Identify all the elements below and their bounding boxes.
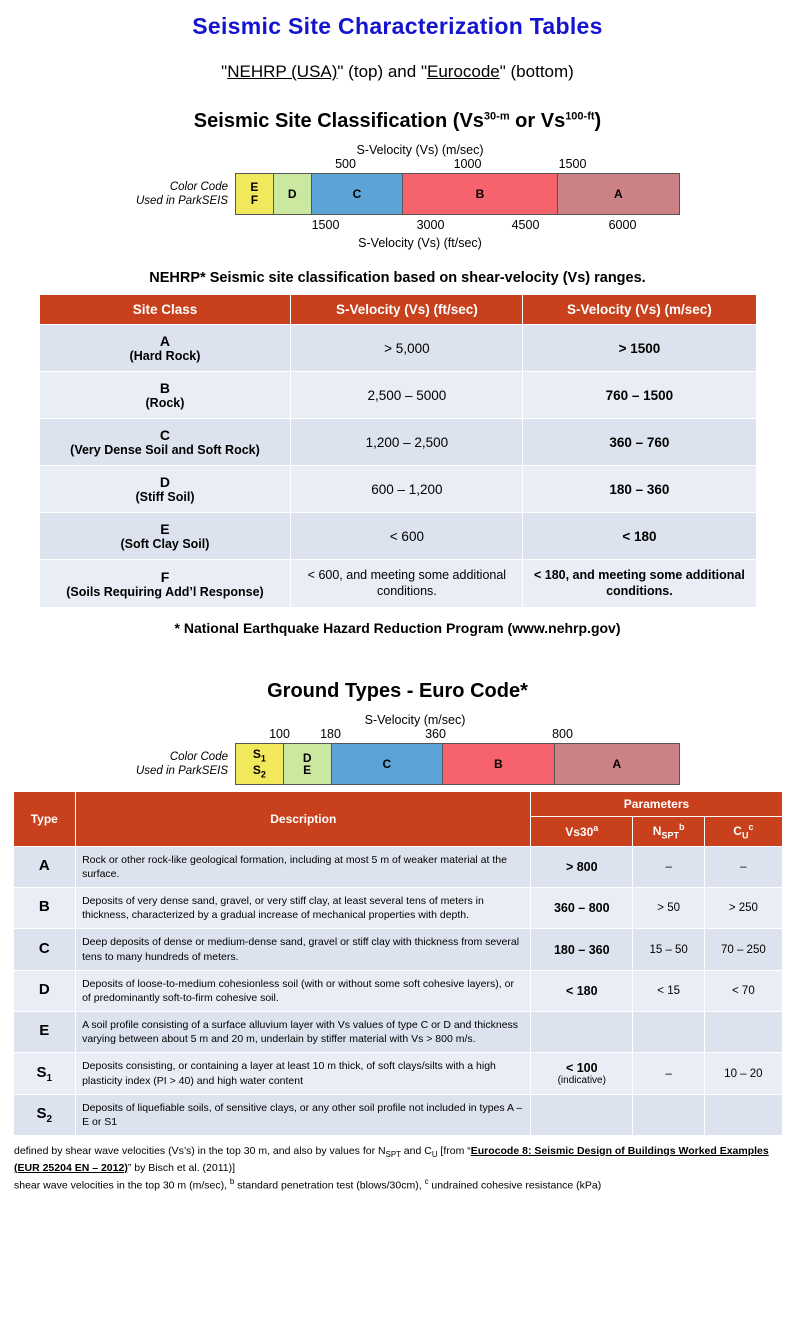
euro-col-nspt: $N_{SPT}^b$ <box>633 817 705 846</box>
nehrp-colorbar <box>48 143 748 250</box>
euro-row-6-type: $S_2$ <box>13 1094 76 1135</box>
nehrp-row-0-ft: > 5,000 <box>291 325 523 372</box>
nehrp-section-title-mid: or Vs <box>509 110 566 132</box>
nehrp-row-0-m: > 1500 <box>523 325 756 372</box>
euro-tick-0: 100 <box>269 727 290 742</box>
nehrp-color-segments <box>235 173 680 215</box>
nehrp-top-ticks <box>233 157 673 173</box>
euro-segment-s1: $S_1$ <box>252 747 266 764</box>
table-row <box>39 325 756 372</box>
nehrp-row-4-class-desc: (Soft Clay Soil) <box>120 537 210 551</box>
table-row <box>13 1094 782 1135</box>
nehrp-row-3-class-letter: D <box>159 474 171 490</box>
euro-segment-e-label: E <box>303 763 312 778</box>
nehrp-section-title-text: Seismic Site Classification (Vs <box>193 110 484 132</box>
document-page <box>0 13 795 1333</box>
nehrp-table <box>39 294 757 608</box>
nehrp-bottom-axis-label: S-Velocity (Vs) (ft/sec) <box>358 236 482 250</box>
nehrp-table-caption: NEHRP* Seismic site classification based on shear-velocity (Vs) ranges. <box>149 270 646 286</box>
nehrp-tick-bot-2: 4500 <box>511 218 540 232</box>
euro-row-4-desc: A soil profile consisting of a surface alluvium layer with Vs values of type C or D and thickness varying between about 5 m and 20 m, underlain by stiffer material with Vs > 800 m/s. <box>76 1012 531 1053</box>
euro-segment-a <box>555 744 679 784</box>
euro-row-5-vs30: < 100 (indicative) <box>531 1053 633 1094</box>
nehrp-row-4-ft: < 600 <box>291 513 523 560</box>
nehrp-segment-d-label: D <box>287 187 297 201</box>
euro-row-4-vs30 <box>531 1012 633 1053</box>
nehrp-row-5-class-desc: (Soils Requiring Add’l Response) <box>66 584 264 599</box>
nehrp-row-5-class <box>39 560 291 608</box>
euro-segment-b-label: B <box>493 757 503 772</box>
euro-colorbar <box>48 713 748 785</box>
nehrp-row-1-m: 760 – 1500 <box>523 372 756 419</box>
euro-note-line-2: shear wave velocities in the top 30 m (m/sec), $^b$ standard penetration test (blows/30cm), $^c$ undrained cohesive resistance (kPa) <box>14 1176 602 1192</box>
euro-header-row-1 <box>13 792 782 817</box>
euro-row-1-vs30: 360 – 800 <box>531 887 633 928</box>
nehrp-colorbar-row <box>48 173 748 215</box>
nehrp-parkseis-label: Used in ParkSEIS <box>135 195 228 207</box>
nehrp-row-3-m: 180 – 360 <box>523 466 756 513</box>
euro-row-0-vs30: > 800 <box>531 846 633 887</box>
nehrp-row-2-ft: 1,200 – 2,500 <box>291 419 523 466</box>
nehrp-section-title-sup1: 30-m <box>483 110 510 123</box>
nehrp-segment-b-label: B <box>475 187 485 201</box>
nehrp-row-4-class <box>39 513 291 560</box>
euro-col-description: Description <box>76 792 531 846</box>
euro-row-1-cu: > 250 <box>705 887 782 928</box>
nehrp-row-3-class <box>39 466 291 513</box>
table-row <box>13 1012 782 1053</box>
euro-col-type: Type <box>13 792 76 846</box>
table-row <box>13 970 782 1011</box>
euro-row-3-desc: Deposits of loose-to-medium cohesionless soil (with or without some soft cohesive layers), or of predominantly soft-to-firm cohesive soil. <box>76 970 531 1011</box>
nehrp-row-5-class-letter: F <box>160 568 170 585</box>
euro-row-3-type: D <box>13 970 76 1011</box>
euro-col-parameters: Parameters <box>531 792 782 817</box>
nehrp-row-2-m: 360 – 760 <box>523 419 756 466</box>
euro-segment-c <box>332 744 444 784</box>
nehrp-tick-top-2: 1500 <box>558 157 587 171</box>
nehrp-segment-a <box>558 174 679 214</box>
nehrp-row-2-class-desc: (Very Dense Soil and Soft Rock) <box>70 443 260 457</box>
euro-segment-a-label: A <box>612 757 622 772</box>
euro-row-1-type: B <box>13 887 76 928</box>
table-row <box>13 887 782 928</box>
nehrp-tick-top-1: 1000 <box>453 157 482 171</box>
euro-table <box>13 791 783 1136</box>
euro-colorcode-label: Color Code <box>169 750 228 763</box>
table-row <box>13 846 782 887</box>
subtitle-link-nehrp[interactable]: NEHRP (USA) <box>227 62 338 81</box>
nehrp-row-3-ft: 600 – 1,200 <box>291 466 523 513</box>
euro-top-ticks <box>233 727 673 743</box>
euro-row-2-type: C <box>13 929 76 970</box>
euro-segment-s2: $S_2$ <box>252 763 266 780</box>
nehrp-section-title <box>0 110 795 133</box>
euro-segment-d-label: D <box>302 750 312 765</box>
euro-tick-1: 180 <box>320 727 341 742</box>
nehrp-row-1-class <box>39 372 291 419</box>
nehrp-segment-c <box>312 174 404 214</box>
nehrp-col-m: S-Velocity (Vs) (m/sec) <box>523 295 756 325</box>
nehrp-row-2-class <box>39 419 291 466</box>
euro-row-6-nspt <box>633 1094 705 1135</box>
nehrp-col-ft: S-Velocity (Vs) (ft/sec) <box>291 295 523 325</box>
euro-row-6-cu <box>705 1094 782 1135</box>
nehrp-row-0-class-desc: (Hard Rock) <box>129 349 201 363</box>
nehrp-colorbar-left-label <box>115 180 235 209</box>
subtitle-quote-close: " (bottom) <box>499 62 574 81</box>
euro-row-5-nspt: – <box>633 1053 705 1094</box>
nehrp-section-title-sup2: 100-ft <box>565 110 595 123</box>
euro-note-line-1: defined by shear wave velocities (Vs’s) in the top 30 m, and also by values for $N_{SPT}$ and $C_U$ [from “Eurocode 8: Seismic Design of Buildings Worked Examples (EUR 25204 EN – 2012)” by Bisch et al. (2011)] <box>14 1145 769 1174</box>
table-row <box>39 466 756 513</box>
nehrp-segment-b <box>403 174 557 214</box>
nehrp-segment-ef <box>236 174 274 214</box>
euro-row-2-vs30: 180 – 360 <box>531 929 633 970</box>
nehrp-top-axis-label: S-Velocity (Vs) (m/sec) <box>356 143 484 157</box>
table-row <box>39 372 756 419</box>
nehrp-segment-ef-label1: E <box>250 180 259 195</box>
euro-section-title: Ground Types - Euro Code* <box>267 680 528 703</box>
nehrp-tick-bot-1: 3000 <box>416 218 445 232</box>
euro-segment-de <box>284 744 332 784</box>
euro-row-5-desc: Deposits consisting, or containing a layer at least 10 m thick, of soft clays/silts with a high plasticity index (PI > 40) and high water content <box>76 1053 531 1094</box>
nehrp-row-0-class-letter: A <box>159 333 171 349</box>
euro-tick-3: 800 <box>552 727 573 742</box>
nehrp-row-1-class-desc: (Rock) <box>145 396 185 410</box>
nehrp-tick-top-0: 500 <box>335 157 356 171</box>
nehrp-segment-d <box>274 174 312 214</box>
euro-parkseis-label: Used in ParkSEIS <box>135 765 228 778</box>
subtitle-quote-open: " <box>221 62 228 81</box>
nehrp-table-header-row <box>39 295 756 325</box>
euro-tick-2: 360 <box>425 727 446 742</box>
euro-col-vs30: Vs30$^a$ <box>531 817 633 846</box>
nehrp-tick-bot-3: 6000 <box>608 218 637 232</box>
euro-row-0-nspt: – <box>633 846 705 887</box>
euro-row-6-vs30 <box>531 1094 633 1135</box>
subtitle-middle: " (top) and " <box>337 62 427 81</box>
euro-bottom-notes <box>14 1144 781 1193</box>
nehrp-section-title-end: ) <box>594 110 602 132</box>
euro-row-0-type: A <box>13 846 76 887</box>
table-row <box>39 419 756 466</box>
nehrp-colorcode-label: Color Code <box>169 180 228 193</box>
euro-row-4-type: E <box>13 1012 76 1053</box>
page-title: Seismic Site Characterization Tables <box>192 13 603 39</box>
nehrp-row-0-class <box>39 325 291 372</box>
euro-colorbar-row <box>48 743 748 785</box>
nehrp-col-site-class: Site Class <box>39 295 291 325</box>
nehrp-row-1-class-letter: B <box>159 380 171 396</box>
euro-row-2-cu: 70 – 250 <box>705 929 782 970</box>
nehrp-row-1-ft: 2,500 – 5000 <box>291 372 523 419</box>
euro-top-axis-label: S-Velocity (m/sec) <box>364 713 466 728</box>
nehrp-row-5-ft: < 600, and meeting some additional conditions. <box>291 560 523 608</box>
table-row <box>13 1053 782 1094</box>
euro-segment-c-label: C <box>382 757 392 772</box>
euro-row-5-type: $S_1$ <box>13 1053 76 1094</box>
eurocode8-link[interactable]: Eurocode 8: Seismic Design of Buildings Worked Examples (EUR 25204 EN – 2012) <box>14 1145 769 1174</box>
nehrp-tick-bot-0: 1500 <box>311 218 340 232</box>
euro-row-6-desc: Deposits of liquefiable soils, of sensitive clays, or any other soil profile not included in types A – E or S1 <box>76 1094 531 1135</box>
nehrp-segment-a-label: A <box>613 187 623 201</box>
euro-colorbar-left-label <box>115 750 235 779</box>
nehrp-row-4-class-letter: E <box>160 521 170 537</box>
table-row <box>39 560 756 608</box>
euro-row-4-nspt <box>633 1012 705 1053</box>
euro-row-0-cu: – <box>705 846 782 887</box>
euro-segment-s1s2 <box>236 744 284 784</box>
nehrp-row-5-m: < 180, and meeting some additional conditions. <box>523 560 756 608</box>
euro-row-0-desc: Rock or other rock-like geological formation, including at most 5 m of weaker material at the surface. <box>76 846 531 887</box>
table-row <box>13 929 782 970</box>
subtitle <box>0 62 795 82</box>
nehrp-segment-ef-label2: F <box>250 193 259 207</box>
euro-row-3-vs30: < 180 <box>531 970 633 1011</box>
euro-row-1-nspt: > 50 <box>633 887 705 928</box>
euro-row-3-cu: < 70 <box>705 970 782 1011</box>
euro-segment-b <box>443 744 555 784</box>
euro-row-3-nspt: < 15 <box>633 970 705 1011</box>
euro-row-1-desc: Deposits of very dense sand, gravel, or very stiff clay, at least several tens of meters in thickness, characterized by a gradual increase of mechanical properties with depth. <box>76 887 531 928</box>
table-row <box>39 513 756 560</box>
euro-color-segments <box>235 743 680 785</box>
euro-row-2-desc: Deep deposits of dense or medium-dense sand, gravel or stiff clay with thickness from several tens to many hundreds of meters. <box>76 929 531 970</box>
euro-row-5-cu: 10 – 20 <box>705 1053 782 1094</box>
subtitle-link-eurocode[interactable]: Eurocode <box>426 62 500 81</box>
euro-row-4-cu <box>705 1012 782 1053</box>
euro-row-2-nspt: 15 – 50 <box>633 929 705 970</box>
nehrp-row-4-m: < 180 <box>523 513 756 560</box>
euro-col-cu: $C_U^c$ <box>705 817 782 846</box>
nehrp-bottom-ticks <box>233 218 678 234</box>
nehrp-row-3-class-desc: (Stiff Soil) <box>135 490 195 504</box>
nehrp-row-2-class-letter: C <box>159 427 171 443</box>
nehrp-segment-c-label: C <box>352 187 362 201</box>
nehrp-footnote: * National Earthquake Hazard Reduction Program (www.nehrp.gov) <box>174 620 621 637</box>
